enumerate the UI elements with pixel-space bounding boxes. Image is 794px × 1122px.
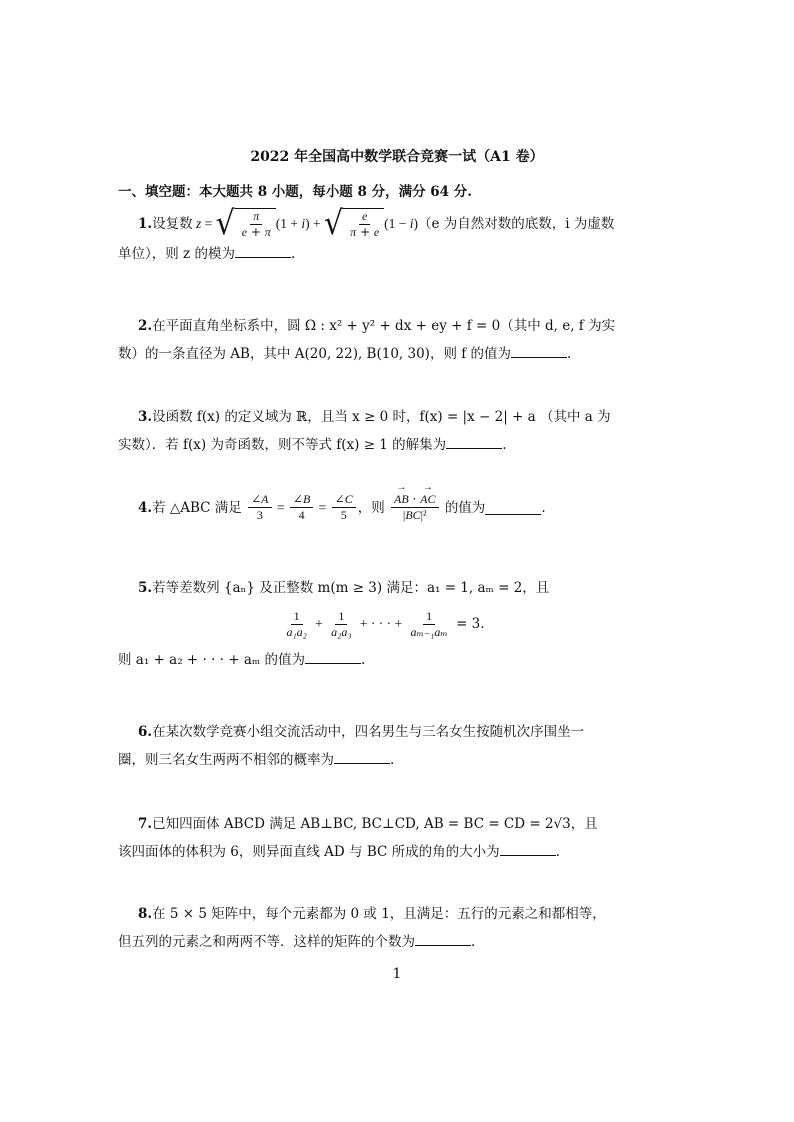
problem-number: 1. bbox=[138, 216, 153, 232]
problem-text: 在 5 × 5 矩阵中，每个元素都为 0 或 1，且满足：五行的元素之和都相等， bbox=[152, 906, 606, 922]
page-number: 1 bbox=[392, 966, 402, 982]
problem-text: （e 为自然对数的底数，i 为虚数 bbox=[418, 216, 615, 232]
problem-6: 6.在某次数学竞赛小组交流活动中，四名男生与三名女生按随机次序围坐一 圈，则三名女生两两不相邻的概率为 . bbox=[118, 724, 585, 768]
problem-number: 7. bbox=[138, 816, 153, 832]
sum-formula: $\frac{1}{\text{a₁a₂}}$ + $\frac{1}{\text{a₂a₃}}$ + · · · + $\frac{1}{\text{aₘ₋₁aₘ}}$ = 3. bbox=[286, 608, 485, 639]
problem-text: 单位），则 z 的模为 bbox=[118, 246, 235, 262]
problem-text: 数）的一条直径为 AB，其中 A(20, 22), B(10, 30)，则 f 的值为 bbox=[118, 346, 512, 362]
problem-number: 5. bbox=[138, 580, 153, 596]
problem-4: 4. 若 △ABC 满足 $\frac{\angle A}{3}$ = $\frac{\angle B}{4}$ = $\frac{\angle C}{5}$ ，则 → $\frac{AB \cdot \to AC}{\text{|BC|²}}$ 的值为 . bbox=[118, 492, 648, 523]
problem-number: 8. bbox=[138, 906, 153, 922]
answer-blank[interactable] bbox=[305, 649, 361, 664]
answer-blank[interactable] bbox=[334, 749, 390, 764]
problem-text: ，则 bbox=[357, 499, 385, 516]
problem-text: 已知四面体 ABCD 满足 AB⊥BC, BC⊥CD, AB = BC = CD = 2√3，且 bbox=[152, 816, 598, 832]
problem-text: 该四面体的体积为 6，则异面直线 AD 与 BC 所成的角的大小为 bbox=[118, 844, 500, 860]
problem-text: 在平面直角坐标系中，圆 Ω : x² + y² + dx + ey + f = 0（其中 d, e, f 为实 bbox=[152, 318, 616, 334]
problem-number: 6. bbox=[138, 724, 153, 740]
problem-text: 但五列的元素之和两两不等．这样的矩阵的个数为 bbox=[118, 934, 415, 950]
section-heading: 一、填空题：本大题共 8 小题，每小题 8 分，满分 64 分. bbox=[118, 184, 472, 200]
answer-blank[interactable] bbox=[446, 434, 502, 449]
problem-text: 的值为 bbox=[444, 499, 486, 516]
problem-1: 1. 设复数 z = √ $\frac{\pi}{e + \pi}$ (1 + i) + √ $\frac{e}{\pi + e}$ (1 − i) （e 为自然对数的底数，i 为虚数 单位），则 z 的模为 . bbox=[118, 204, 615, 262]
problem-8: 8.在 5 × 5 矩阵中，每个元素都为 0 或 1，且满足：五行的元素之和都相等， 但五列的元素之和两两不等．这样的矩阵的个数为 . bbox=[118, 906, 606, 950]
problem-3: 3.设函数 f(x) 的定义域为 ℝ，且当 x ≥ 0 时，f(x) = |x − 2| + a （其中 a 为 实数）．若 f(x) 为奇函数，则不等式 f(x) ≥ 1 的解集为 . bbox=[118, 409, 611, 453]
problem-text: 则 a₁ + a₂ + · · · + aₘ 的值为 bbox=[118, 652, 305, 668]
problem-7: 7.已知四面体 ABCD 满足 AB⊥BC, BC⊥CD, AB = BC = CD = 2√3，且 该四面体的体积为 6，则异面直线 AD 与 BC 所成的角的大小为 . bbox=[118, 816, 598, 860]
problem-text: 实数）．若 f(x) 为奇函数，则不等式 f(x) ≥ 1 的解集为 bbox=[118, 437, 447, 453]
answer-blank[interactable] bbox=[235, 243, 291, 258]
answer-blank[interactable] bbox=[500, 841, 556, 856]
problem-number: 3. bbox=[138, 409, 153, 425]
problem-text: 设函数 f(x) 的定义域为 ℝ，且当 x ≥ 0 时，f(x) = |x − 2| + a （其中 a 为 bbox=[152, 409, 611, 425]
exam-title: 2022 年全国高中数学联合竞赛一试（A1 卷） bbox=[250, 149, 544, 165]
problem-text: 若 △ABC 满足 bbox=[152, 499, 242, 516]
problem-text: 若等差数列 {aₙ} 及正整数 m(m ≥ 3) 满足：a₁ = 1, aₘ = 2，且 bbox=[152, 580, 550, 596]
sqrt-term: √ $\frac{\pi}{e + \pi}$ bbox=[216, 208, 276, 240]
sqrt-term: √ $\frac{e}{\pi + e}$ bbox=[324, 208, 384, 240]
answer-blank[interactable] bbox=[415, 931, 471, 946]
problem-number: 2. bbox=[138, 318, 153, 334]
problem-2: 2.在平面直角坐标系中，圆 Ω : x² + y² + dx + ey + f = 0（其中 d, e, f 为实 数）的一条直径为 AB，其中 A(20, 22), B(10, 30)，则 f 的值为 . bbox=[118, 318, 616, 362]
answer-blank[interactable] bbox=[485, 500, 541, 515]
problem-text: 在某次数学竞赛小组交流活动中，四名男生与三名女生按随机次序围坐一 bbox=[152, 724, 585, 740]
problem-number: 4. bbox=[138, 499, 153, 516]
problem-5: 5.若等差数列 {aₙ} 及正整数 m(m ≥ 3) 满足：a₁ = 1, aₘ = 2，且 $\frac{1}{\text{a₁a₂}}$ + $\frac{1}{\text{a₂a₃}}$ + · · · + $\frac{1}{\text{aₘ₋₁aₘ}}$ = 3. 则 a₁ + a₂ + · · · + aₘ 的值为 . bbox=[118, 574, 648, 674]
answer-blank[interactable] bbox=[511, 343, 567, 358]
problem-text: 圈，则三名女生两两不相邻的概率为 bbox=[118, 752, 334, 768]
problem-text: 设复数 bbox=[152, 216, 193, 232]
